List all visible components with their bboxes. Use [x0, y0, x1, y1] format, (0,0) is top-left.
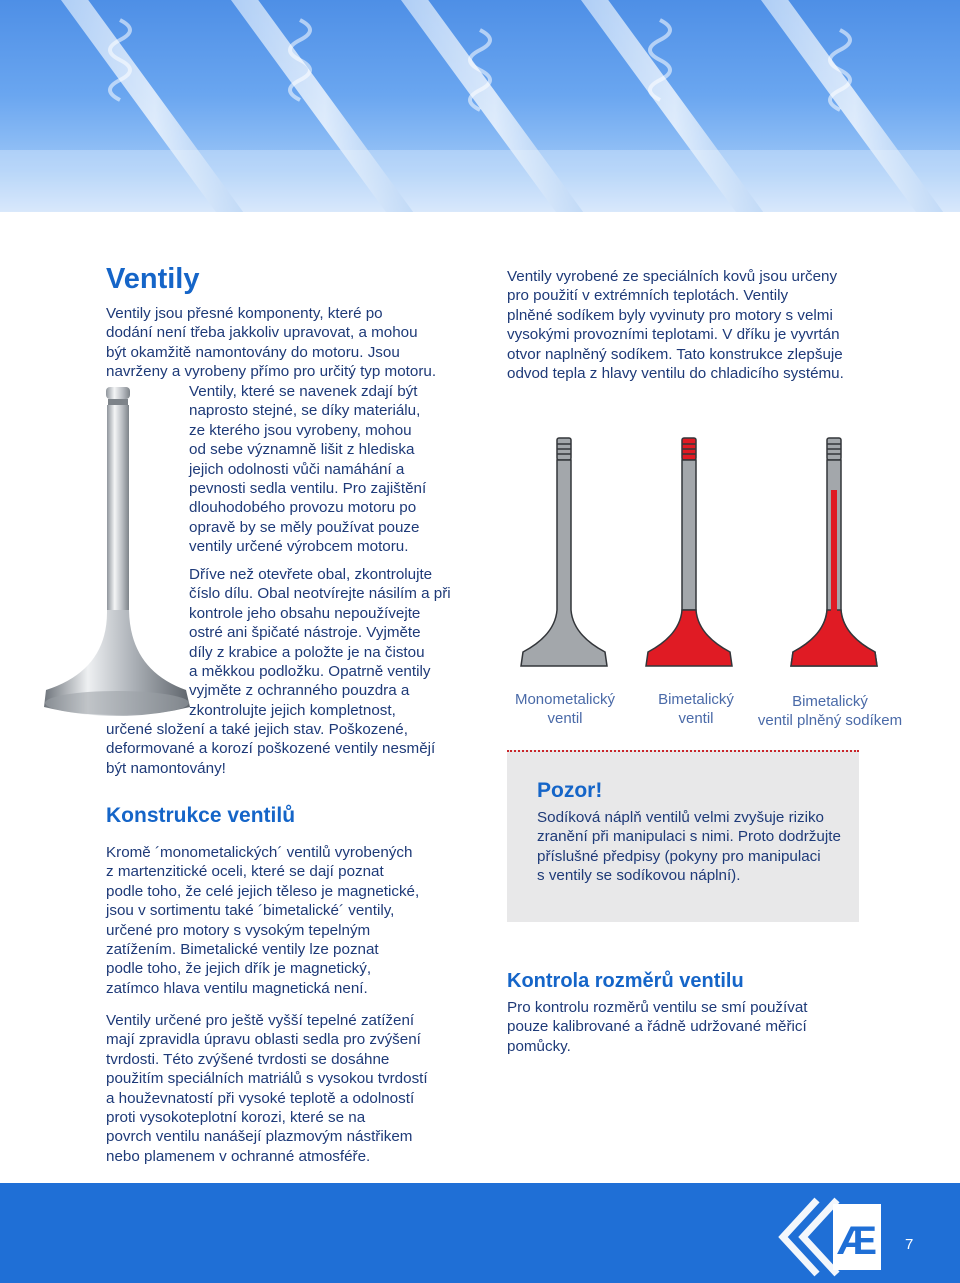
- warning-text: [537, 808, 841, 886]
- text-line: pouze kalibrované a řádně udržované měřicí: [507, 1018, 807, 1036]
- konstrukce-paragraph-2: [106, 1011, 428, 1166]
- bimetallic-valve-drawing: [646, 438, 732, 666]
- text-line: být namontovány!: [106, 759, 226, 777]
- text-line: zatímco hlava ventilu magnetická není.: [106, 979, 368, 997]
- text-line: podle toho, že jejich dřík je magnetický,: [106, 960, 372, 978]
- caption-line: ventil: [547, 710, 583, 727]
- text-line: proti vysokoteplotní korozi, které se na: [106, 1109, 366, 1127]
- text-line: mají zpravidla úpravu oblasti sedla pro zvýšení: [106, 1031, 421, 1049]
- text-line: ostré ani špičaté nástroje. Vyjměte: [189, 624, 421, 642]
- valve-types-diagram: [505, 430, 925, 680]
- page-number: 7: [905, 1236, 914, 1253]
- text-line: odvod tepla z hlavy ventilu do chladicího systému.: [507, 365, 844, 383]
- sodium-filled-valve-drawing: [791, 438, 877, 666]
- text-line: opravě by se měly používat pouze: [189, 518, 420, 536]
- caption-line: ventil plněný sodíkem: [757, 712, 903, 729]
- text-line: dodání není třeba jakkoliv upravovat, a mohou: [106, 324, 418, 342]
- caption-line: Bimetalický: [792, 693, 868, 710]
- text-line: Ventily, které se navenek zdají být: [189, 383, 418, 400]
- text-line: určené složení a také jejich stav. Poškozené,: [106, 721, 408, 738]
- section-title-konstrukce: Konstrukce ventilů: [106, 804, 296, 827]
- check-paragraph-full: [106, 720, 435, 778]
- caption-bimetallic: [636, 690, 756, 728]
- text-line: pevnosti sedla ventilu. Pro zajištění: [189, 480, 427, 498]
- text-line: otvor naplněný sodíkem. Tato konstrukce zlepšuje: [507, 345, 843, 363]
- text-line: Ventily vyrobené ze speciálních kovů jsou určeny: [507, 268, 838, 285]
- text-line: Kromě ´monometalických´ ventilů vyrobených: [106, 844, 413, 861]
- text-line: ventily určené výrobcem motoru.: [189, 538, 409, 556]
- text-line: od sebe významně lišit z hlediska: [189, 441, 415, 459]
- materials-paragraph: [189, 382, 426, 557]
- special-valves-paragraph: [507, 267, 844, 383]
- text-line: pomůcky.: [507, 1037, 571, 1055]
- hero-photo-graphic: [0, 0, 960, 212]
- caption-line: ventil: [678, 710, 714, 727]
- text-line: Pro kontrolu rozměrů ventilu se smí používat: [507, 999, 808, 1016]
- text-line: deformované a korozí poškozené ventily nesmějí: [106, 740, 436, 758]
- text-line: nebo plamenem v ochranné atmosféře.: [106, 1147, 371, 1165]
- text-line: tvrdosti. Této zvýšené tvrdosti se dosáhne: [106, 1050, 390, 1068]
- text-line: zkontrolujte jejich kompletnost,: [189, 701, 396, 719]
- caption-line: Bimetalický: [658, 691, 734, 708]
- warning-title: Pozor!: [537, 779, 603, 802]
- text-line: číslo dílu. Obal neotvírejte násilím a při: [189, 585, 451, 603]
- text-line: ze kterého jsou vyrobeny, mohou: [189, 421, 412, 439]
- text-line: jsou v sortimentu také ´bimetalické´ ventily,: [106, 902, 395, 920]
- text-line: příslušné předpisy (pokyny pro manipulaci: [537, 847, 821, 865]
- text-line: vysokými provozními teplotami. V dříku je vyvrtán: [507, 326, 840, 344]
- text-line: povrch ventilu nanášejí plazmovým nástřikem: [106, 1128, 413, 1146]
- hero-photo-engine-valves: [0, 0, 960, 212]
- brand-logo: [775, 1196, 895, 1278]
- text-line: vyjměte z ochranného pouzdra a: [189, 682, 410, 700]
- text-line: a měkkou podložku. Opatrně ventily: [189, 663, 431, 681]
- text-line: z martenzitické oceli, které se dají poznat: [106, 863, 384, 881]
- text-line: díly z krabice a položte je na čistou: [189, 643, 425, 661]
- text-line: navrženy a vyrobeny přímo pro určitý typ motoru.: [106, 363, 437, 381]
- text-line: pro použití v extrémních teplotách. Ventily: [507, 287, 789, 305]
- text-line: být okamžitě namontovány do motoru. Jsou: [106, 343, 400, 361]
- text-line: Ventily jsou přesné komponenty, které po: [106, 305, 383, 322]
- section-title-dimensions: Kontrola rozměrů ventilu: [507, 970, 744, 992]
- brand-logo-letters: Æ: [837, 1219, 877, 1263]
- text-line: kontrole jeho obsahu nepoužívejte: [189, 604, 421, 622]
- text-line: Ventily určené pro ještě vyšší tepelné zatížení: [106, 1012, 415, 1029]
- konstrukce-paragraph-1: [106, 843, 419, 998]
- text-line: dlouhodobého provozu motoru po: [189, 499, 417, 517]
- text-line: zatížením. Bimetalické ventily lze poznat: [106, 941, 379, 959]
- intro-paragraph: [106, 304, 436, 382]
- text-line: plněné sodíkem byly vyvinuty pro motory s velmi: [507, 306, 833, 324]
- text-line: Sodíková náplň ventilů velmi zvyšuje riziko: [537, 809, 825, 826]
- text-line: podle toho, že celé jejich těleso je magnetické,: [106, 882, 420, 900]
- caption-sodium-filled: [748, 692, 912, 730]
- check-paragraph-indented: [189, 565, 451, 720]
- caption-line: Monometalický: [514, 691, 616, 708]
- text-line: určené pro motory s vysokým tepelným: [106, 921, 371, 939]
- text-line: Dříve než otevřete obal, zkontrolujte: [189, 566, 433, 583]
- monometallic-valve-drawing: [521, 438, 607, 666]
- text-line: s ventily se sodíkovou náplní).: [537, 867, 741, 885]
- text-line: naprosto stejné, se díky materiálu,: [189, 402, 421, 420]
- text-line: a houževnatostí při vysoké teplotě a odolností: [106, 1089, 415, 1107]
- silver-valve-photo: [40, 385, 190, 730]
- dimensions-paragraph: [507, 998, 808, 1056]
- caption-monometallic: [505, 690, 625, 728]
- text-line: jejich odolnosti vůči namáhání a: [189, 460, 405, 478]
- section-title-ventily: Ventily: [106, 263, 200, 295]
- text-line: použitím speciálních matriálů s vysokou tvrdostí: [106, 1070, 428, 1088]
- text-line: zranění při manipulaci s nimi. Proto dodržujte: [537, 828, 841, 846]
